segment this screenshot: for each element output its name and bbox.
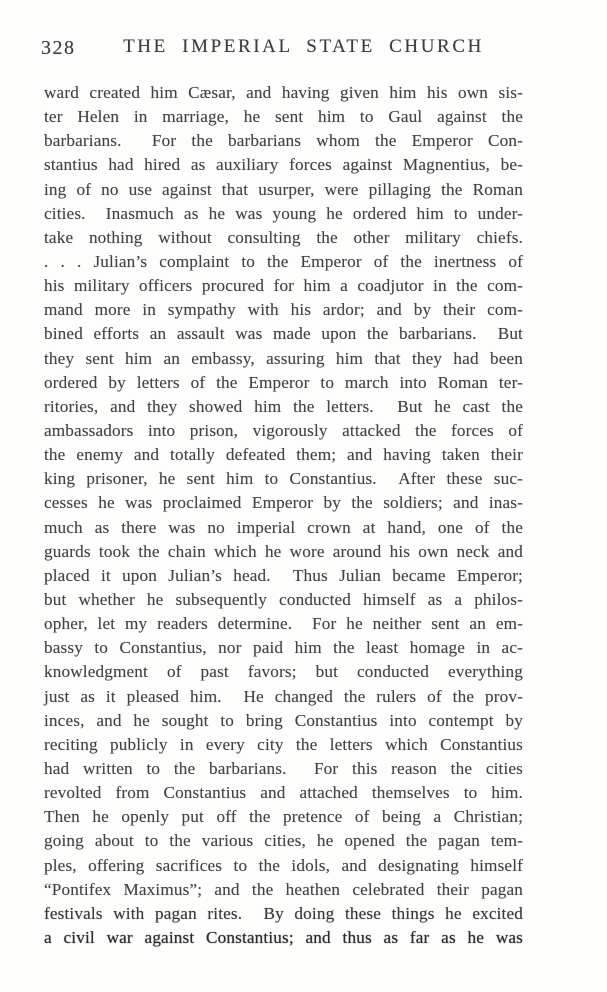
text-line: ing of no use against that usurper, were pillaging the Roman: [44, 179, 523, 199]
text-line: just as it pleased him. He changed the rulers of the prov-: [44, 686, 523, 706]
text-line: the enemy and totally defeated them; and having taken their: [44, 445, 523, 465]
text-line: ter Helen in marriage, he sent him to Gaul against the: [44, 107, 523, 127]
text-line: barbarians. For the barbarians whom the Emperor Con-: [44, 131, 523, 151]
text-line: ordered by letters of the Emperor to march into Roman ter-: [44, 372, 523, 392]
text-line: . . . Julian’s complaint to the Emperor of the inertness of: [44, 251, 523, 271]
text-line: placed it upon Julian’s head. Thus Julian became Emperor;: [44, 565, 523, 585]
text-line: much as there was no imperial crown at hand, one of the: [44, 517, 523, 537]
page-title: THE IMPERIAL STATE CHURCH: [123, 36, 484, 57]
text-line: his military officers procured for him a coadjutor in the com-: [44, 276, 523, 296]
running-head: [0, 36, 607, 62]
text-line: inces, and he sought to bring Constantius into contempt by: [44, 710, 523, 730]
text-line: guards took the chain which he wore around his own neck and: [44, 541, 523, 561]
text-line: mand more in sympathy with his ardor; and by their com-: [44, 300, 523, 320]
text-line: ambassadors into prison, vigorously attacked the forces of: [44, 420, 523, 440]
text-line: opher, let my readers determine. For he neither sent an em-: [44, 614, 523, 634]
text-line: festivals with pagan rites. By doing these things he excited: [44, 903, 523, 923]
text-line: they sent him an embassy, assuring him that they had been: [44, 348, 523, 368]
text-line: had written to the barbarians. For this reason the cities: [44, 758, 523, 778]
text-line: ples, offering sacrifices to the idols, and designating himself: [44, 855, 523, 875]
text-line: ritories, and they showed him the letters. But he cast the: [44, 396, 523, 416]
text-line: cities. Inasmuch as he was young he ordered him to under-: [44, 203, 523, 223]
text-line: going about to the various cities, he opened the pagan tem-: [44, 831, 523, 851]
text-line: but whether he subsequently conducted himself as a philos-: [44, 589, 523, 609]
text-line: stantius had hired as auxiliary forces against Magnentius, be-: [44, 155, 523, 175]
text-line: a civil war against Constantius; and thus as far as he was: [44, 927, 523, 947]
body-text: [44, 81, 523, 950]
text-line: knowledgment of past favors; but conducted everything: [44, 662, 523, 682]
text-line: bined efforts an assault was made upon the barbarians. But: [44, 324, 523, 344]
text-line: ward created him Cæsar, and having given him his own sis-: [44, 83, 523, 102]
text-line: revolted from Constantius and attached themselves to him.: [44, 783, 523, 803]
page-number: 328: [41, 37, 76, 59]
text-line: reciting publicly in every city the letters which Constantius: [44, 734, 523, 754]
text-line: bassy to Constantius, nor paid him the least homage in ac-: [44, 638, 523, 658]
text-line: king prisoner, he sent him to Constantius. After these suc-: [44, 469, 523, 489]
text-line: cesses he was proclaimed Emperor by the soldiers; and inas-: [44, 493, 523, 513]
text-line: Then he openly put off the pretence of being a Christian;: [44, 807, 523, 827]
text-line: take nothing without consulting the other military chiefs.: [44, 227, 523, 247]
text-line: “Pontifex Maximus”; and the heathen celebrated their pagan: [44, 879, 523, 899]
